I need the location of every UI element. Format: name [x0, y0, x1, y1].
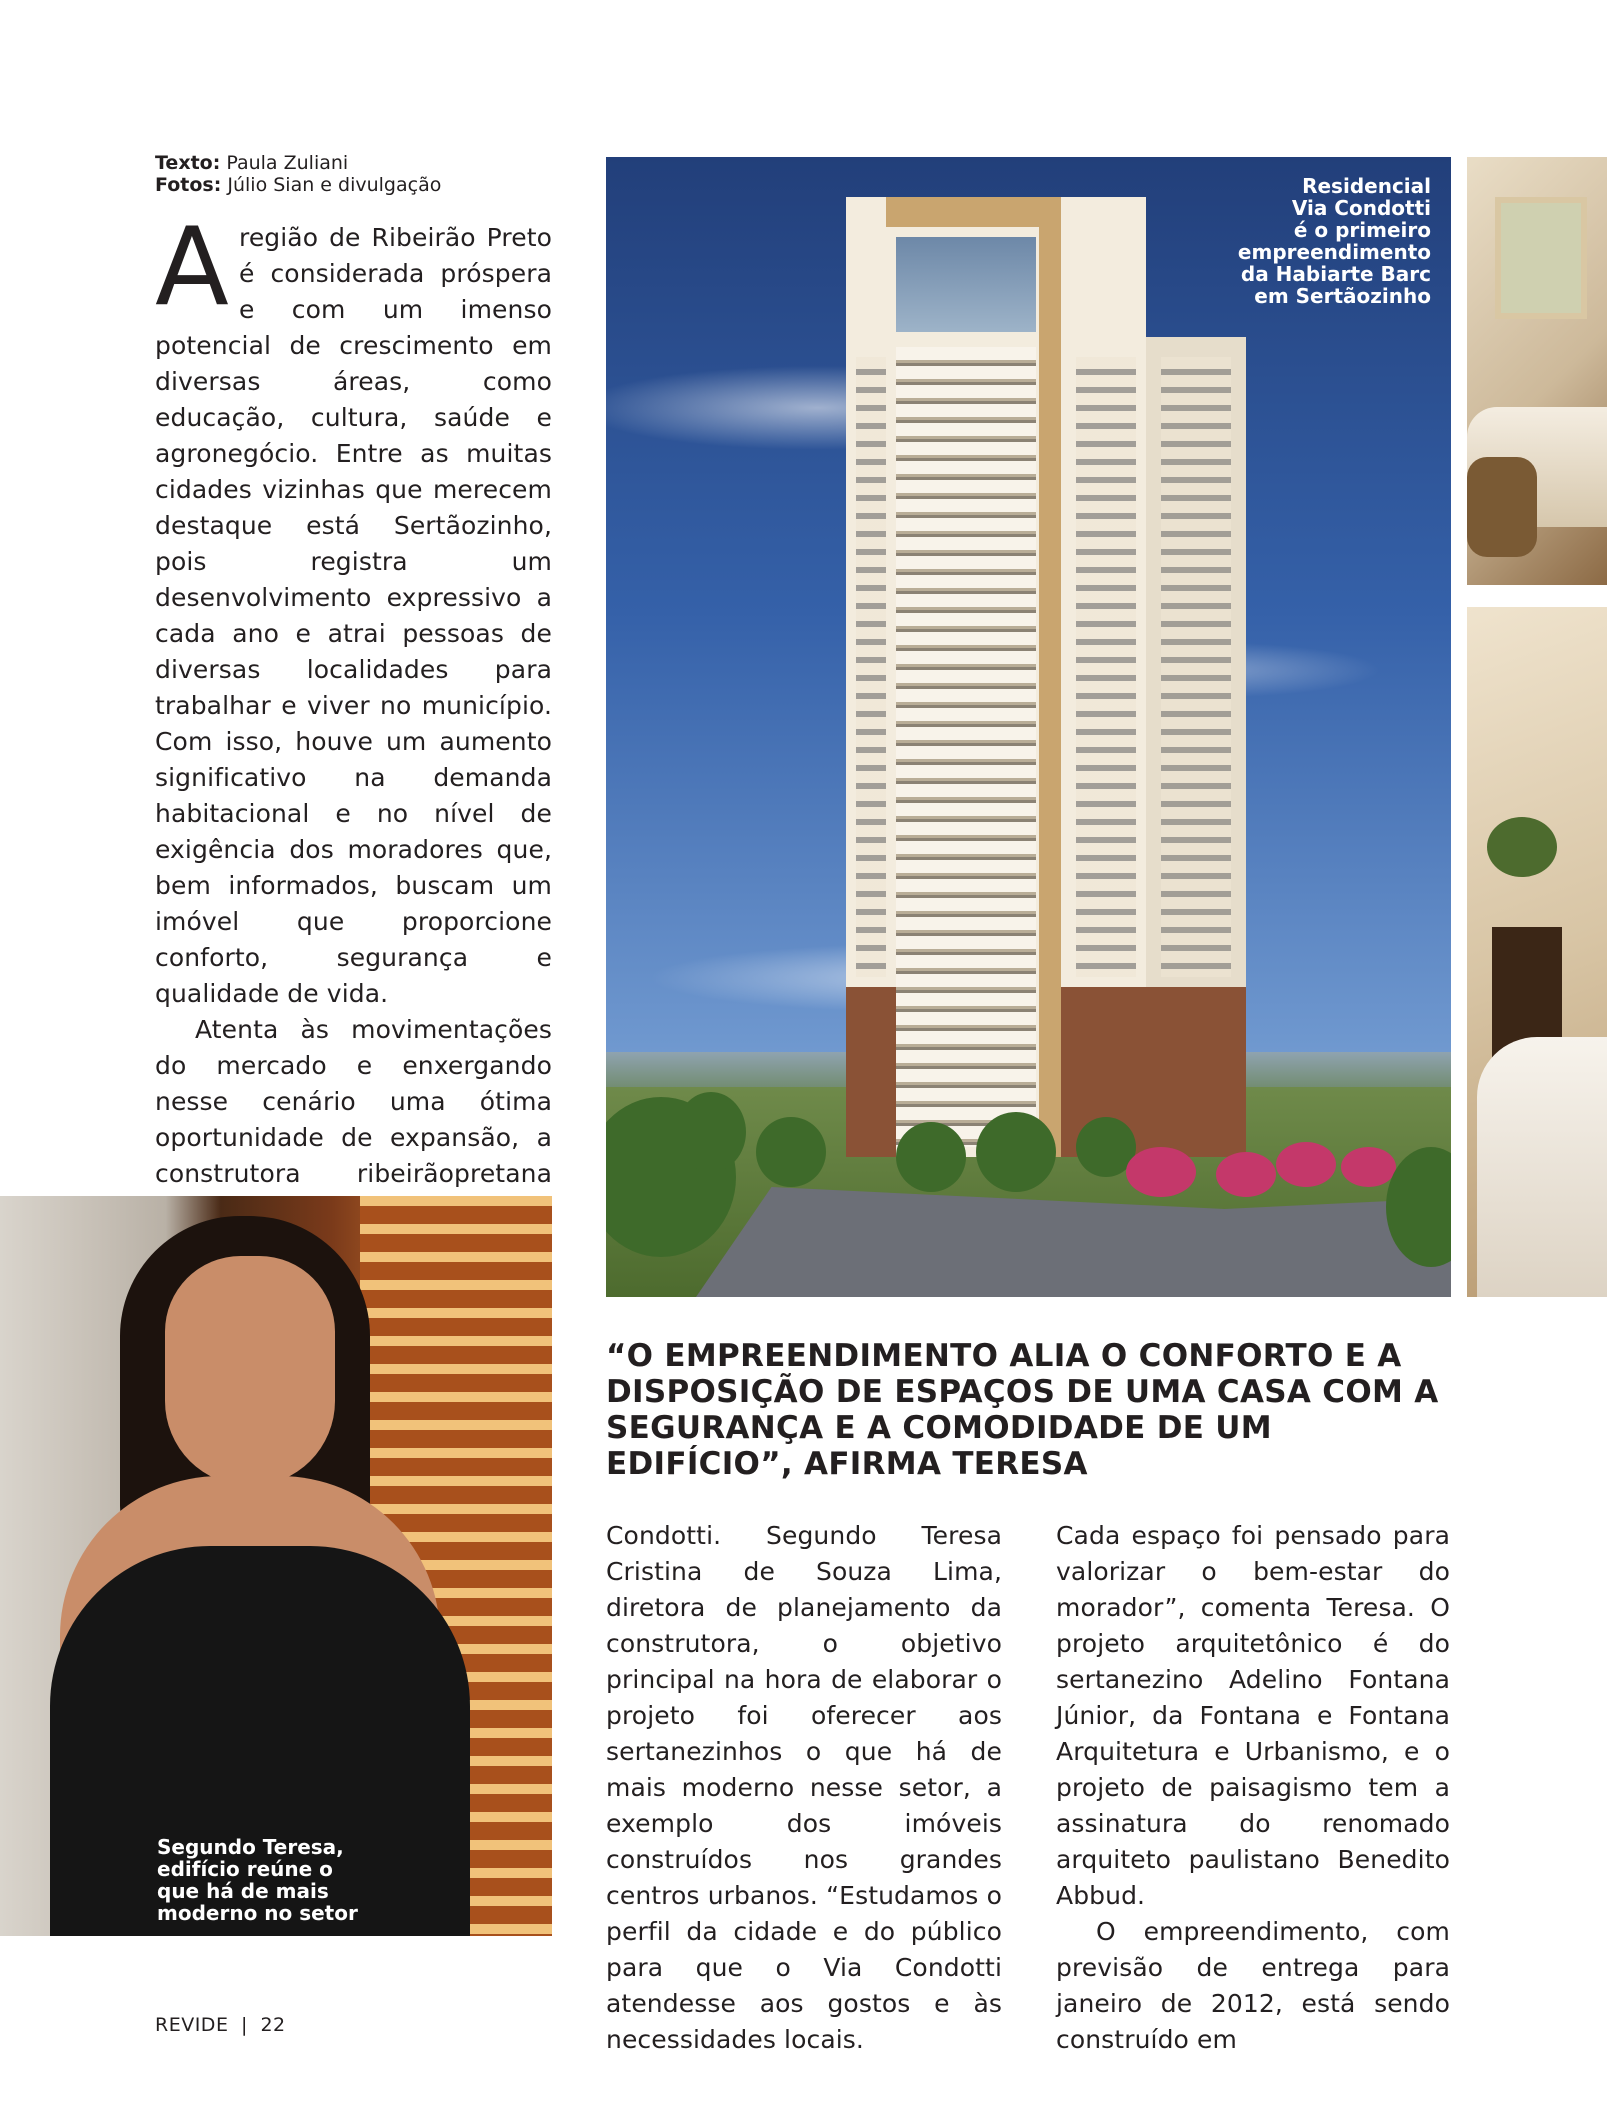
- article-column-1: [155, 205, 552, 1300]
- page-footer: [155, 2014, 286, 2036]
- article-column-2: [606, 1518, 1002, 2058]
- tower-right-base: [1146, 987, 1246, 1157]
- article-paragraph: O empreendimento, com previsão de entrega para janeiro de 2012, está sendo construído em: [1056, 1917, 1450, 2054]
- person-face: [165, 1256, 335, 1486]
- flowering-tree: [1276, 1142, 1336, 1187]
- tree: [896, 1122, 966, 1192]
- flowering-tree: [1341, 1147, 1396, 1187]
- text-credit: Texto: Paula Zuliani: [155, 152, 349, 174]
- tower-side-windows: [1076, 357, 1136, 977]
- page-number: 22: [260, 2014, 286, 2036]
- tower-base: [846, 987, 896, 1157]
- flowering-tree: [1216, 1152, 1276, 1197]
- street: [696, 1187, 1451, 1297]
- plant: [1487, 817, 1557, 877]
- tree: [976, 1112, 1056, 1192]
- wall-painting: [1495, 197, 1587, 319]
- armchair: [1467, 457, 1537, 557]
- interior-photo-bottom: [1467, 607, 1607, 1297]
- drop-cap: A: [155, 205, 229, 330]
- pull-quote: “O EMPREENDIMENTO ALIA O CONFORTO E A DISPOSIÇÃO DE ESPAÇOS DE UMA CASA COM A SEGURANÇA E A COMODIDADE DE UM EDIFÍCIO”, AFIRMA TERESA: [606, 1338, 1439, 1482]
- article-paragraph: Aregião de Ribeirão Preto é considerada próspera e com um imenso potencial de crescimento em diversas áreas, como educação, cultura, saúde e agronegócio. Entre as muitas cidades vizinhas que merecem destaque está Sertãozinho, pois registra um desenvolvimento expressivo a cada ano e atrai pessoas de diversas localidades para trabalhar e viver no município. Com isso, houve um aumento significativo na demanda habitacional e no nível de exigência dos moradores que, bem informados, buscam um imóvel que proporcione conforto, segurança e qualidade de vida.: [155, 205, 552, 1008]
- magazine-name: REVIDE: [155, 2014, 229, 2036]
- tower-accent-stripe: [1039, 197, 1061, 1157]
- building-caption: Residencial Via Condotti é o primeiro empreendimento da Habiarte Barc em Sertãozinho: [1237, 174, 1431, 308]
- credits: [155, 152, 441, 196]
- photo-credit: Fotos: Júlio Sian e divulgação: [155, 174, 442, 196]
- article-paragraph: Atenta às movimentações do mercado e enxergando nesse cenário uma ótima oportunidade de expansão, a construtora ribeirãopretana: [155, 1015, 552, 1188]
- tree: [756, 1117, 826, 1187]
- portrait-caption: Segundo Teresa, edifício reúne o que há de mais moderno no setor: [157, 1835, 358, 1925]
- article-column-3: [1056, 1518, 1450, 2058]
- footer-separator: |: [241, 2014, 248, 2036]
- tower-balconies: [896, 347, 1036, 1147]
- portrait-photo: [0, 1196, 552, 1936]
- article-paragraph: Condotti. Segundo Teresa Cristina de Souza Lima, diretora de planejamento da construtora, o objetivo principal na hora de elaborar o projeto foi oferecer aos sertanezinhos o que há de mais moderno nesse setor, a exemplo dos imóveis construídos nos grandes centros urbanos. “Estudamos o perfil da cidade e do público para que o Via Condotti atendesse aos gostos e às necessidades locais.: [606, 1521, 1002, 2054]
- building-photo: [606, 157, 1451, 1297]
- flowering-tree: [1126, 1147, 1196, 1197]
- tree: [676, 1092, 746, 1172]
- interior-photo-top: [1467, 157, 1607, 585]
- tower-left-windows: [856, 357, 886, 977]
- tower-glass-top: [896, 237, 1036, 332]
- tower-right-windows: [1161, 357, 1231, 977]
- cushions: [1477, 1037, 1607, 1297]
- tower-crown: [886, 197, 1061, 227]
- article-paragraph: Cada espaço foi pensado para valorizar o bem-estar do morador”, comenta Teresa. O projeto arquitetônico é do sertanezino Adelino Fontana Júnior, da Fontana e Fontana Arquitetura e Urbanismo, e o projeto de paisagismo tem a assinatura do renomado arquiteto paulistano Benedito Abbud.: [1056, 1521, 1450, 1910]
